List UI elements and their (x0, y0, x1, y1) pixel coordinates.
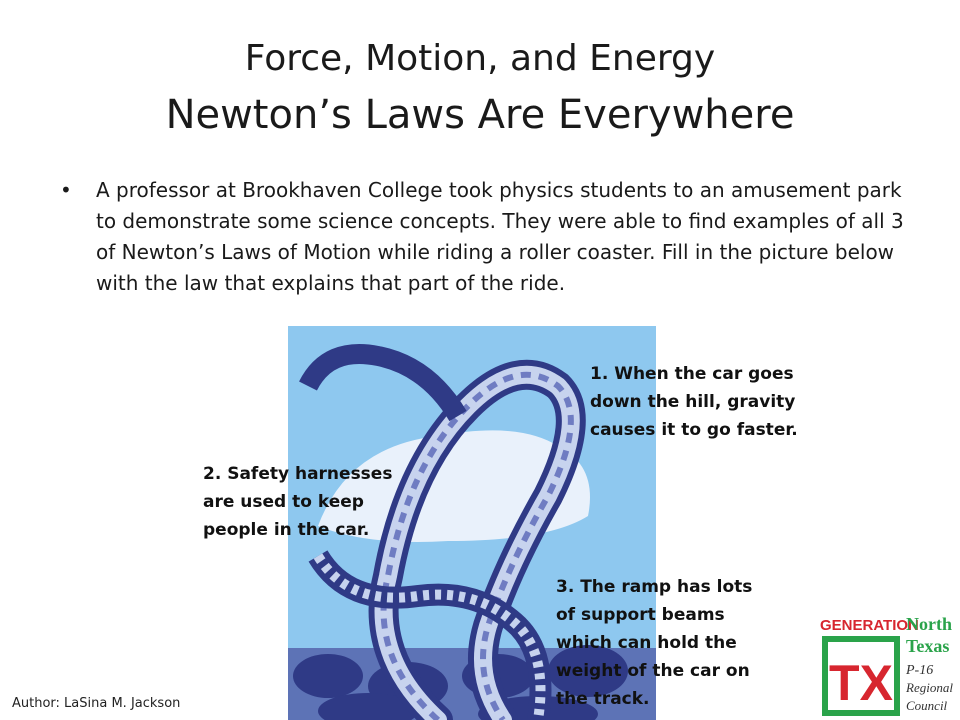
slide-title-line2: Newton’s Laws Are Everywhere (165, 92, 795, 138)
generation-tx-logo (818, 612, 960, 720)
logo-council: Council (906, 698, 948, 713)
logo-p16: P-16 (906, 663, 934, 678)
callout-2: 2. Safety harnesses are used to keep people in the car. (203, 464, 393, 540)
author-credit: Author: LaSina M. Jackson (12, 696, 181, 711)
logo-tx: TX (829, 655, 893, 711)
logo-north: North (906, 614, 952, 634)
logo-generation: GENERATION (820, 617, 919, 634)
logo-regional: Regional (906, 680, 953, 695)
bullet-icon: • (60, 178, 72, 202)
slide-title-line1: Force, Motion, and Energy (244, 38, 716, 79)
callout-1: 1. When the car goes down the hill, gravity causes it to go faster. (590, 364, 798, 440)
logo-texas: Texas (906, 636, 950, 656)
callout-3: 3. The ramp has lots of support beams which can hold the weight of the car on the track. (556, 577, 753, 709)
bullet-paragraph (60, 175, 920, 299)
bullet-text: A professor at Brookhaven College took physics students to an amusement park to demonstrate some science concepts. They were able to find examples of all 3 of Newton’s Laws of Motion while riding a roller coaster. Fill in the picture below with the law that explains that part of the ride. (96, 178, 904, 295)
